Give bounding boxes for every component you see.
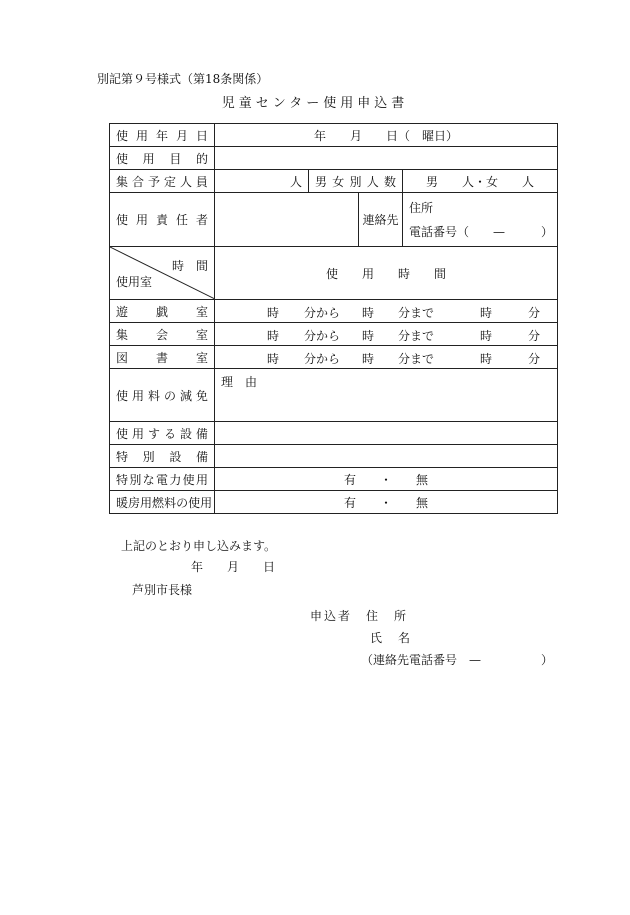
label-char: 備 [195, 426, 208, 441]
submission-date: 年 月 日 [191, 560, 276, 574]
label-char: 合 [131, 174, 144, 189]
row-purpose [110, 147, 558, 170]
label-char: 目 [169, 151, 182, 166]
label-char: 人 [179, 174, 192, 189]
label-char: 特 [116, 472, 129, 487]
label-char: 日 [195, 128, 208, 143]
label-char: 責 [155, 213, 168, 227]
label-char: 設 [169, 449, 182, 464]
phone-label: 電話番号（ — ） [409, 224, 554, 239]
label-char: 予 [147, 174, 160, 189]
usage-date-label [110, 124, 215, 147]
label-char: 用 [140, 495, 153, 510]
address-label: 住所 [409, 200, 434, 215]
spread-label [116, 494, 213, 511]
label-char: 書 [155, 350, 168, 365]
contact-field[interactable] [403, 193, 558, 247]
label-char: 年 [155, 128, 168, 143]
contact-label: 連絡先 [359, 193, 403, 247]
label-char: 用 [135, 213, 148, 227]
special-equipment-label [110, 445, 215, 468]
label-char: 別 [349, 174, 362, 189]
row-heating-fuel [110, 491, 558, 514]
label-char: 用 [195, 472, 208, 487]
label-char: 集 [116, 327, 129, 342]
form-title: 児童センター使用申込書 [221, 96, 409, 111]
label-char: 房 [128, 495, 141, 510]
room-play-label [110, 300, 215, 323]
label-char: 員 [195, 174, 208, 189]
row-people [110, 170, 558, 193]
equipment-field[interactable] [215, 422, 558, 445]
spread-label [116, 349, 208, 366]
diag-room-label: 使用室 [116, 275, 153, 289]
label-char: の [176, 495, 189, 510]
label-char: 室 [195, 304, 208, 319]
label-char: 料 [164, 495, 177, 510]
label-char: 男 [315, 174, 328, 189]
label-char: 数 [383, 174, 396, 189]
row-special-equipment [110, 445, 558, 468]
usage-time-header: 使 用 時 間 [215, 247, 558, 300]
label-char: 者 [195, 213, 208, 227]
gender-label [309, 170, 403, 193]
equipment-label [110, 422, 215, 445]
applicant-address-label: 申込者 住 所 [310, 609, 409, 623]
label-char: 用 [135, 128, 148, 143]
spread-label [116, 150, 208, 167]
label-char: 室 [195, 327, 208, 342]
purpose-label [110, 147, 215, 170]
label-char: な [142, 472, 155, 487]
label-char: 免 [195, 388, 208, 403]
label-char: 室 [195, 350, 208, 365]
reason-label: 理 由 [221, 375, 258, 389]
heating-fuel-label [110, 491, 215, 514]
label-char: 女 [332, 174, 345, 189]
label-char: す [147, 426, 160, 441]
label-char: 備 [195, 449, 208, 464]
room-library-time-field[interactable]: 時 分から 時 分まで 時 分 [215, 346, 558, 369]
label-char: 用 [131, 426, 144, 441]
label-char: 定 [163, 174, 176, 189]
form-number: 別記第９号様式（第18条関係） [97, 72, 269, 86]
row-usage-date [110, 124, 558, 147]
spread-label [116, 326, 208, 343]
applicant-contact-label: （連絡先電話番号 — ） [361, 653, 554, 667]
gender-count-field[interactable]: 男 人・女 人 [403, 170, 558, 193]
spread-label [116, 387, 208, 404]
label-char: 料 [147, 388, 160, 403]
label-char: 力 [169, 472, 182, 487]
row-room-play [110, 300, 558, 323]
label-char: る [163, 426, 176, 441]
label-char: 使 [116, 426, 129, 441]
people-count-field[interactable] [215, 170, 309, 193]
row-room-meeting [110, 323, 558, 346]
fee-reduction-label [110, 369, 215, 422]
label-char: 使 [116, 213, 129, 227]
label-char: 電 [155, 472, 168, 487]
application-form-table [109, 123, 558, 514]
spread-label [116, 303, 208, 320]
label-char: 使 [116, 388, 129, 403]
special-power-label [110, 468, 215, 491]
addressee: 芦別市長様 [132, 583, 193, 597]
statement-text: 上記のとおり申し込みます。 [121, 539, 277, 553]
label-char: 燃 [152, 495, 165, 510]
label-char: 月 [175, 128, 188, 143]
heating-fuel-choice[interactable]: 有 ・ 無 [215, 491, 558, 514]
label-char: 用 [131, 388, 144, 403]
diag-time-label: 時 間 [171, 259, 208, 273]
room-play-time-field[interactable]: 時 分から 時 分まで 時 分 [215, 300, 558, 323]
label-char: 減 [179, 388, 192, 403]
label-char: 別 [142, 449, 155, 464]
spread-label [116, 127, 208, 144]
row-fee-reduction [110, 369, 558, 422]
label-char: 図 [116, 350, 129, 365]
label-char: 特 [116, 449, 129, 464]
spread-label [116, 471, 208, 488]
label-char: 人 [366, 174, 379, 189]
label-char: 設 [179, 426, 192, 441]
row-manager [110, 193, 558, 247]
label-char: 使 [188, 495, 201, 510]
label-char: 集 [116, 174, 129, 189]
purpose-field[interactable] [215, 147, 558, 170]
label-char: の [163, 388, 176, 403]
spread-label [315, 173, 396, 190]
applicant-name-label: 氏 名 [370, 631, 413, 645]
people-unit: 人 [289, 174, 302, 189]
spread-label [116, 425, 208, 442]
label-char: 戯 [155, 304, 168, 319]
label-char: 用 [200, 495, 213, 510]
spread-label [116, 448, 208, 465]
label-char: 暖 [116, 495, 129, 510]
special-power-choice[interactable]: 有 ・ 無 [215, 468, 558, 491]
label-char: 使 [182, 472, 195, 487]
label-char: 的 [195, 151, 208, 166]
row-equipment [110, 422, 558, 445]
label-char: 遊 [116, 304, 129, 319]
row-special-power [110, 468, 558, 491]
spread-label [116, 173, 208, 190]
fee-reason-field[interactable] [215, 369, 558, 422]
room-meeting-label [110, 323, 215, 346]
manager-field[interactable] [215, 193, 359, 247]
room-meeting-time-field[interactable]: 時 分から 時 分まで 時 分 [215, 323, 558, 346]
spread-label [116, 211, 208, 228]
label-char: 任 [175, 213, 188, 227]
manager-label [110, 193, 215, 247]
label-char: 使 [116, 128, 129, 143]
label-char: 使 [116, 151, 129, 166]
row-time-header [110, 247, 558, 300]
people-label [110, 170, 215, 193]
usage-date-field[interactable]: 年 月 日（ 曜日） [215, 124, 558, 147]
room-library-label [110, 346, 215, 369]
special-equipment-field[interactable] [215, 445, 558, 468]
label-char: 別 [129, 472, 142, 487]
label-char: 用 [142, 151, 155, 166]
diagonal-header-cell [110, 247, 215, 300]
label-char: 会 [155, 327, 168, 342]
row-room-library [110, 346, 558, 369]
